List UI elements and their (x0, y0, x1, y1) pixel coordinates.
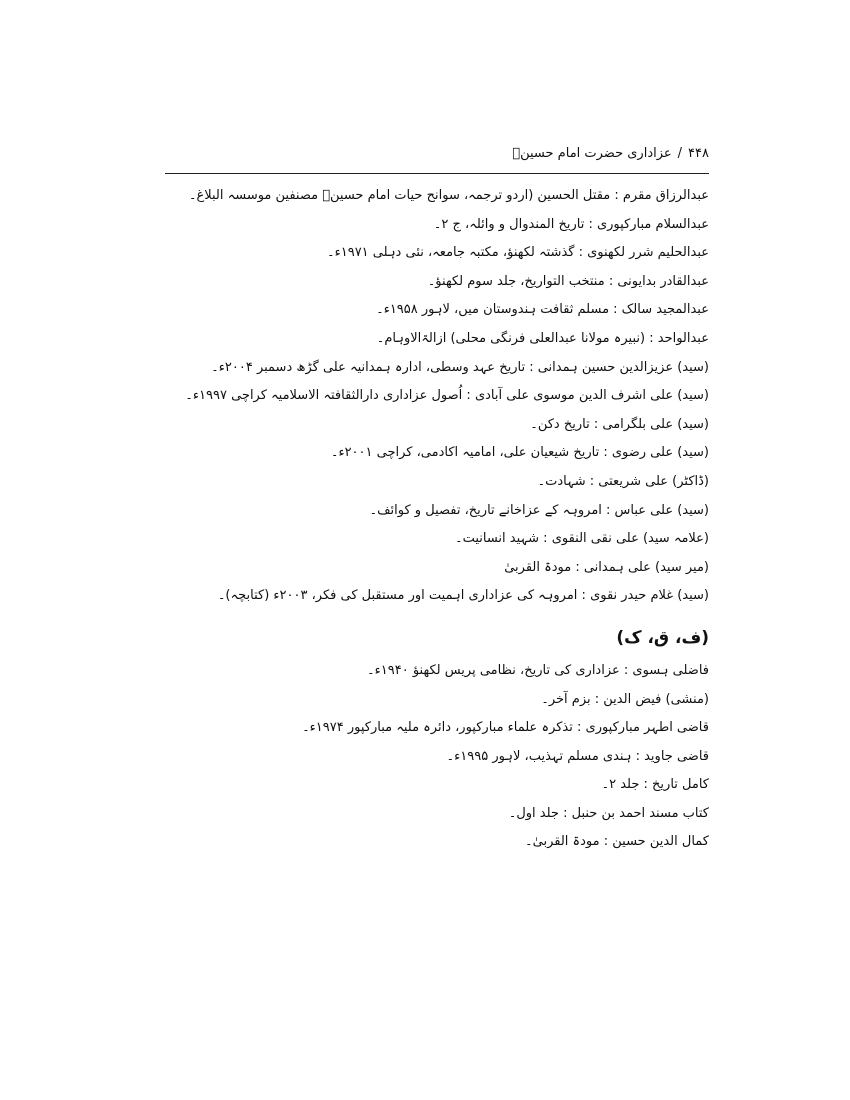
bibliography-entry: کتاب مسند احمد بن حنبل : جلد اول۔ (508, 805, 709, 821)
bibliography-list (165, 182, 709, 857)
bibliography-entry: (سید) عزیزالدین حسین ہمدانی : تاریخ عہد وسطی، ادارہ ہمدانیہ علی گڑھ دسمبر ۲۰۰۴ء۔ (211, 359, 709, 375)
header-separator: / (677, 146, 683, 161)
bibliography-entry: قاضی اطہر مبارکپوری : تذکرہ علماء مبارکپور، دائرہ ملیہ مبارکپور ۱۹۷۴ء۔ (302, 720, 709, 736)
bibliography-entry: عبدالواحد : (نبیرہ مولانا عبدالعلی فرنگی محلی) ازالۃالاوہام۔ (376, 330, 709, 346)
bibliography-entry: (سید) علی بلگرامی : تاریخ دکن۔ (530, 416, 709, 432)
running-header (512, 146, 709, 161)
bibliography-entry: (سید) علی عباس : امروہہ کے عزاخانے تاریخ، تفصیل و کوائف۔ (369, 502, 709, 518)
bibliography-entry: کمال الدین حسین : مودۃ القربیٰ۔ (525, 834, 709, 850)
bibliography-entry: (ڈاکٹر) علی شریعتی : شہادت۔ (537, 473, 709, 489)
bibliography-entry: (سید) علی اشرف الدین موسوی علی آبادی : اُصول عزاداری دارالثقافتہ الاسلامیہ کراچی ۱۹۹۷ء۔ (185, 388, 709, 404)
bibliography-entry: (علامہ سید) علی نقی النقوی : شہید انسانیت۔ (454, 531, 709, 547)
book-title: عزاداری حضرت امام حسینؑ (512, 146, 672, 161)
bibliography-entry: عبدالقادر بدایونی : منتخب التواریخ، جلد سوم لکھنؤ۔ (427, 273, 709, 289)
bibliography-entry: (سید) علی رضوی : تاریخ شیعیان علی، امامیہ اکادمی، کراچی ۲۰۰۱ء۔ (330, 445, 709, 461)
bibliography-entry: فاضلی ہسوی : عزاداری کی تاریخ، نظامی پریس لکھنؤ ۱۹۴۰ء۔ (367, 662, 709, 678)
page-number: ۴۴۸ (688, 146, 709, 161)
bibliography-entry: عبدالمجید سالک : مسلم ثقافت ہندوستان میں، لاہور ۱۹۵۸ء۔ (376, 302, 709, 318)
bibliography-entry: عبدالسلام مبارکپوری : تاریخ المندوال و وائلہ، ج ۲۔ (433, 216, 709, 232)
bibliography-entry: (میر سید) علی ہمدانی : مودۃ القربیٰ (504, 559, 709, 575)
bibliography-entry: (سید) غلام حیدر نقوی : امروہہ کی عزاداری اہمیت اور مستقبل کی فکر، ۲۰۰۳ء (کتابچہ)۔ (217, 588, 709, 604)
page-header (165, 138, 709, 174)
bibliography-entry: عبدالحلیم شرر لکھنوی : گذشتہ لکھنؤ، مکتبہ جامعہ، نئی دہلی ۱۹۷۱ء۔ (327, 245, 709, 261)
section-heading: (ف، ق، ک) (616, 627, 709, 648)
bibliography-entry: (منشی) فیض الدین : بزم آخر۔ (541, 691, 709, 707)
bibliography-entry: کامل تاریخ : جلد ۲۔ (601, 777, 709, 793)
bibliography-entry: عبدالرزاق مقرم : مقتل الحسین (اردو ترجمہ، سوانح حیات امام حسینؑ مصنفین موسسہ البلاغ۔ (188, 188, 709, 203)
bibliography-entry: قاضی جاوید : ہندی مسلم تہذیب، لاہور ۱۹۹۵ء۔ (446, 748, 709, 764)
